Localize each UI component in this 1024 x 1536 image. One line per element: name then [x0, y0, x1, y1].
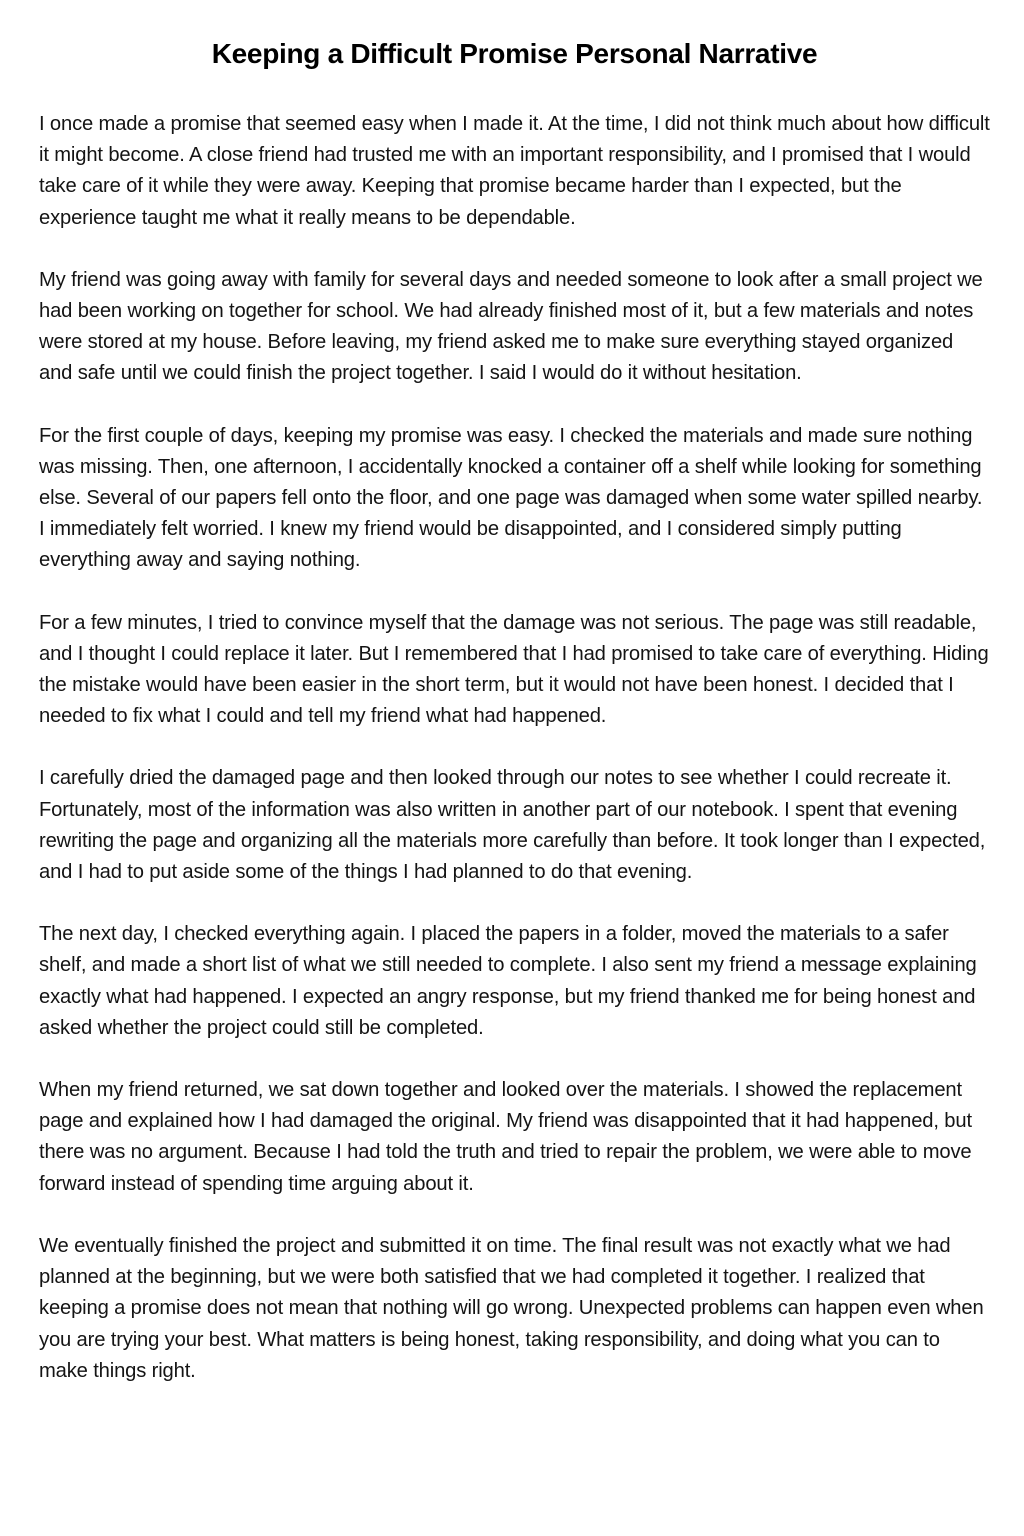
- paragraph-5: I carefully dried the damaged page and then looked through our notes to see whether I could recreate it. Fortunately, most of the information was also written in another part of our notebook. I spent that evening rewriting the page and organizing all the materials more carefully than before. It took longer than I expected, and I had to put aside some of the things I had planned to do that evening.: [39, 767, 986, 884]
- paragraph-8: We eventually finished the project and submitted it on time. The final result was not exactly what we had planned at the beginning, but we were both satisfied that we had completed it together. I realized that keeping a promise does not mean that nothing will go wrong. Unexpected problems can happen even when you are trying your best. What matters is being honest, taking responsibility, and doing what you can to make things right.: [39, 1234, 984, 1382]
- paragraph-1: I once made a promise that seemed easy when I made it. At the time, I did not think much about how difficult it might become. A close friend had trusted me with an important responsibility, and I promised that I would take care of it while they were away. Keeping that promise became harder than I expected, but the experience taught me what it really means to be dependable.: [39, 113, 990, 229]
- paragraph-6: The next day, I checked everything again. I placed the papers in a folder, moved the materials to a safer shelf, and made a short list of what we still needed to complete. I also sent my friend a message explaining exactly what had happened. I expected an angry response, but my friend thanked me for being honest and asked whether the project could still be completed.: [39, 923, 977, 1039]
- paragraph-7: When my friend returned, we sat down together and looked over the materials. I showed the replacement page and explained how I had damaged the original. My friend was disappointed that it had happened, but there was no argument. Because I had told the truth and tried to repair the problem, we were able to move forward instead of spending time arguing about it.: [39, 1079, 972, 1195]
- document-body: [39, 109, 990, 1387]
- document-title: Keeping a Difficult Promise Personal Narrative: [211, 38, 818, 69]
- paragraph-2: My friend was going away with family for several days and needed someone to look after a small project we had been working on together for school. We had already finished most of it, but a few materials and notes were stored at my house. Before leaving, my friend asked me to make sure everything stayed organized and safe until we could finish the project together. I said I would do it without hesitation.: [39, 268, 983, 385]
- paragraph-4: For a few minutes, I tried to convince myself that the damage was not serious. The page was still readable, and I thought I could replace it later. But I remembered that I had promised to take care of everything. Hiding the mistake would have been easier in the short term, but it would not have been honest. I decided that I needed to fix what I could and tell my friend what had happened.: [39, 611, 989, 728]
- paragraph-3: For the first couple of days, keeping my promise was easy. I checked the materials and made sure nothing was missing. Then, one afternoon, I accidentally knocked a container off a shelf while looking for something else. Several of our papers fell onto the floor, and one page was damaged when some water spilled nearby. I immediately felt worried. I knew my friend would be disappointed, and I considered simply putting everything away and saying nothing.: [39, 424, 983, 572]
